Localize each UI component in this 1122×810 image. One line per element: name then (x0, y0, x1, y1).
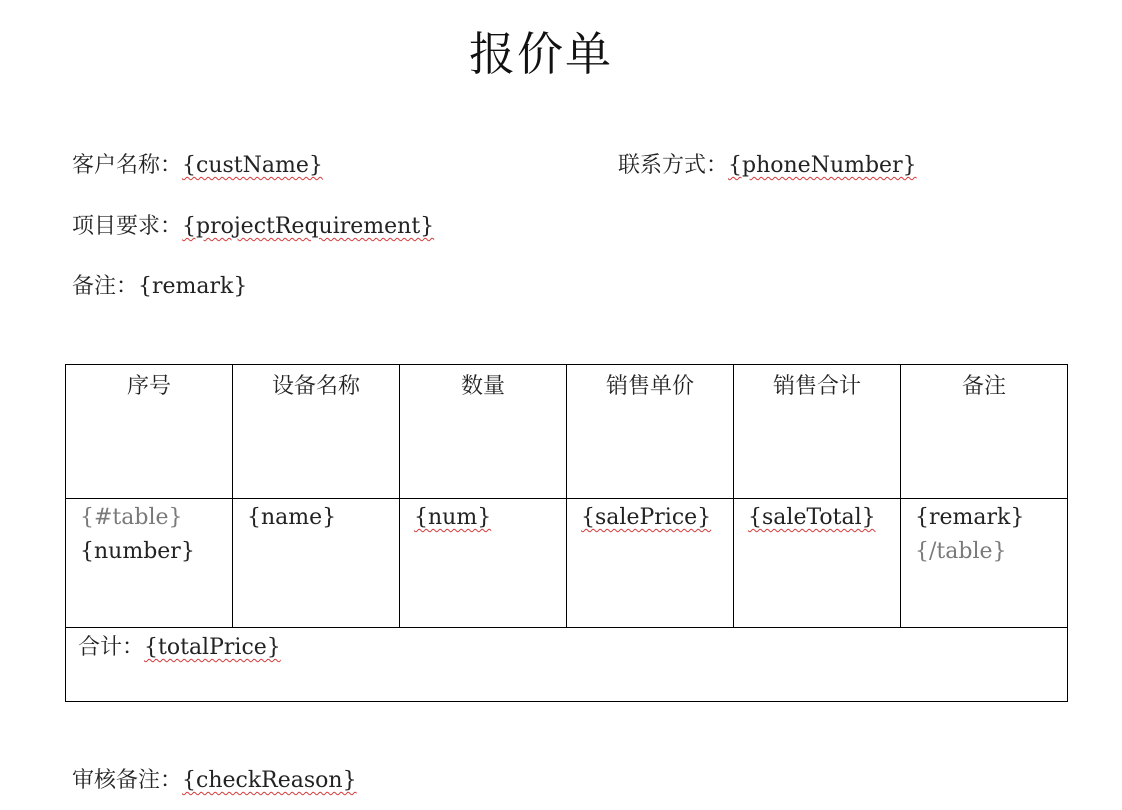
table-row (66, 499, 1068, 628)
header-sale-total: 销售合计 (772, 374, 861, 399)
cell-num: {num} (414, 505, 492, 530)
table-header-cell (901, 365, 1068, 499)
table-loop-end: {/table} (915, 539, 1007, 564)
table-header-cell (567, 365, 734, 499)
total-label: 合计： (78, 635, 145, 660)
project-requirement-value: {projectRequirement} (182, 214, 435, 239)
check-reason-value: {checkReason} (182, 768, 357, 793)
project-requirement-field (72, 209, 434, 240)
quote-table (65, 364, 1068, 702)
table-header-cell (66, 365, 233, 499)
cell-remark: {remark} (915, 505, 1025, 530)
cell-sale-price: {salePrice} (581, 505, 712, 530)
cell-number: {number} (80, 539, 195, 564)
document-title: 报价单 (469, 27, 613, 81)
total-value: {totalPrice} (144, 635, 281, 660)
table-header-row (66, 365, 1068, 499)
phone-field (618, 148, 917, 179)
customer-name-value: {custName} (182, 153, 323, 178)
table-cell (901, 499, 1068, 628)
customer-name-label: 客户名称： (72, 153, 183, 178)
cell-name: {name} (247, 505, 337, 530)
header-device-name: 设备名称 (271, 374, 360, 399)
table-header-cell (233, 365, 400, 499)
table-total-cell (66, 628, 1068, 702)
table-header-cell (400, 365, 567, 499)
phone-value: {phoneNumber} (728, 153, 917, 178)
table-cell (734, 499, 901, 628)
header-quantity: 数量 (460, 374, 505, 399)
remark-field (72, 269, 247, 300)
cell-sale-total: {saleTotal} (748, 505, 876, 530)
header-index: 序号 (126, 374, 171, 399)
check-reason-label: 审核备注： (72, 768, 183, 793)
header-unit-price: 销售单价 (605, 374, 694, 399)
table-cell (400, 499, 567, 628)
table-cell (233, 499, 400, 628)
check-reason-field (72, 763, 357, 794)
remark-label: 备注： (72, 274, 139, 299)
customer-name-field (72, 148, 323, 179)
table-loop-start: {#table} (80, 505, 183, 530)
remark-value: {remark} (138, 274, 248, 299)
phone-label: 联系方式： (618, 153, 729, 178)
project-requirement-label: 项目要求： (72, 214, 183, 239)
table-cell (567, 499, 734, 628)
table-cell (66, 499, 233, 628)
table-total-row (66, 628, 1068, 702)
table-header-cell (734, 365, 901, 499)
header-remark: 备注 (961, 374, 1006, 399)
